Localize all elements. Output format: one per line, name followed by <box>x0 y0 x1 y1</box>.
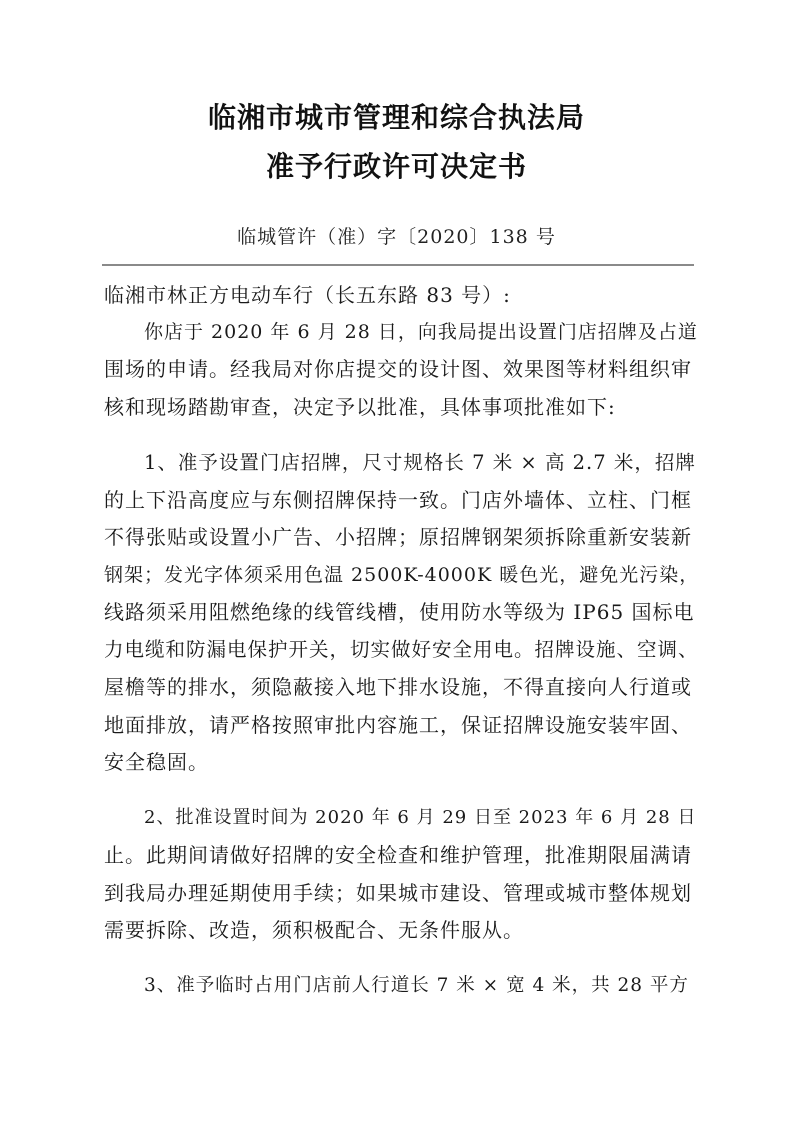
body-line: 围场的申请。经我局对你店提交的设计图、效果图等材料组织审 <box>104 357 692 381</box>
document-number: 临城管许（准）字〔2020〕138 号 <box>237 226 556 248</box>
body-line: 核和现场踏勘审查，决定予以批准，具体事项批准如下: <box>104 395 616 419</box>
addressee: 临湘市林正方电动车行（长五东路 83 号）: <box>104 283 511 307</box>
body-line: 你店于 2020 年 6 月 28 日，向我局提出设置门店招牌及占道 <box>144 321 698 343</box>
body-line: 需要拆除、改造，须积极配合、无条件服从。 <box>104 918 524 942</box>
body-line: 止。此期间请做好招牌的安全检查和维护管理，批准期限届满请 <box>104 843 692 867</box>
document-title-line-1: 临湘市城市管理和综合执法局 <box>207 101 585 134</box>
body-line: 1、准予设置门店招牌，尺寸规格长 7 米 × 高 2.7 米，招牌 <box>144 451 696 474</box>
body-line: 屋檐等的排水，须隐蔽接入地下排水设施，不得直接向人行道或 <box>104 675 692 699</box>
header-divider <box>102 264 694 266</box>
body-line: 3、准予临时占用门店前人行道长 7 米 × 宽 4 米，共 28 平方 <box>144 975 689 996</box>
body-line: 力电缆和防漏电保护开关，切实做好安全用电。招牌设施、空调、 <box>104 638 699 661</box>
body-line: 安全稳固。 <box>104 750 209 774</box>
document-title-line-2: 准予行政许可决定书 <box>265 150 527 183</box>
body-line: 2、批准设置时间为 2020 年 6 月 29 日至 2023 年 6 月 28 日 <box>144 807 697 828</box>
body-line: 的上下沿高度应与东侧招牌保持一致。门店外墙体、立柱、门框 <box>104 488 692 512</box>
body-line: 钢架；发光字体须采用色温 2500K-4000K 暖色光，避免光污染， <box>104 564 700 586</box>
body-line: 不得张贴或设置小广告、小招牌；原招牌钢架须拆除重新安装新 <box>104 525 692 549</box>
body-line: 地面排放，请严格按照审批内容施工，保证招牌设施安装牢固、 <box>104 713 692 737</box>
body-line: 到我局办理延期使用手续；如果城市建设、管理或城市整体规划 <box>104 881 692 905</box>
body-line: 线路须采用阻燃绝缘的线管线槽，使用防水等级为 IP65 国标电 <box>104 600 695 624</box>
